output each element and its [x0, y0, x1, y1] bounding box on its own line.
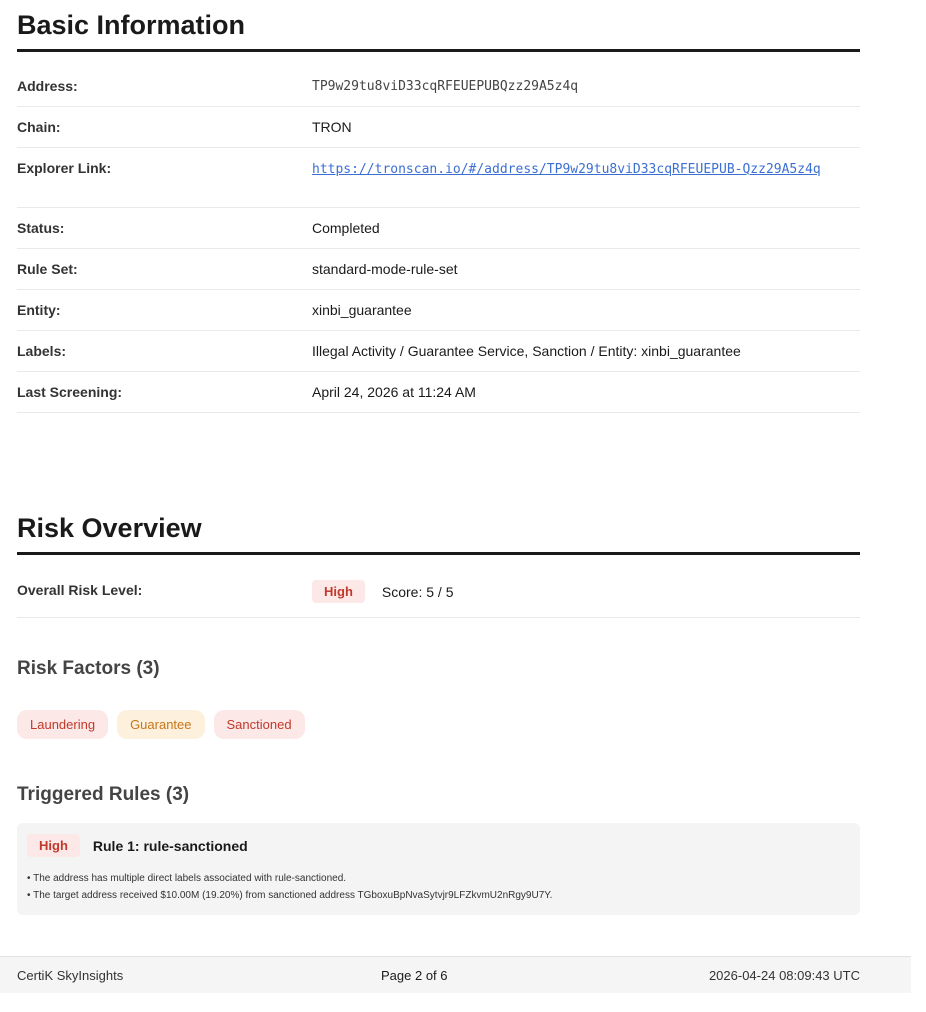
rule-set-row — [17, 249, 860, 290]
risk-overview-title: Risk Overview — [17, 513, 860, 555]
overall-risk-value — [312, 572, 453, 603]
rule-details — [27, 870, 850, 904]
rule-detail-line: • The address has multiple direct labels associated with rule-sanctioned. — [27, 873, 347, 884]
labels-label: Labels: — [17, 343, 67, 359]
explorer-link-value — [312, 160, 822, 199]
rule-set-value: standard-mode-rule-set — [312, 261, 458, 277]
entity-row — [17, 290, 860, 331]
last-screening-value: April 24, 2026 at 11:24 AM — [312, 384, 476, 400]
page-footer — [0, 956, 911, 993]
explorer-link-row — [17, 148, 860, 208]
status-row — [17, 208, 860, 249]
basic-information-title: Basic Information — [17, 10, 860, 52]
entity-value: xinbi_guarantee — [312, 302, 412, 318]
footer-page-number: Page 2 of 6 — [381, 967, 448, 983]
chain-value: TRON — [312, 119, 352, 135]
risk-score: Score: 5 / 5 — [381, 583, 454, 600]
rule-detail-line: • The target address received $10.00M (19.20%) from sanctioned address TGboxuBpNvaSytvjr9LFZkvmU2nRgy9U7Y. — [27, 890, 553, 901]
triggered-rules-title: Triggered Rules (3) — [17, 784, 190, 805]
chain-label: Chain: — [17, 119, 61, 135]
entity-label: Entity: — [17, 302, 61, 318]
overall-risk-row — [17, 572, 860, 618]
labels-value: Illegal Activity / Guarantee Service, Sanction / Entity: xinbi_guarantee — [312, 343, 741, 359]
risk-factor-tag-guarantee: Guarantee — [117, 710, 204, 739]
overall-risk-label: Overall Risk Level: — [17, 582, 143, 598]
footer-timestamp: 2026-04-24 08:09:43 UTC — [708, 967, 860, 983]
rule-header — [27, 834, 850, 857]
explorer-link-label: Explorer Link: — [17, 160, 112, 176]
address-row — [17, 66, 860, 107]
address-label: Address: — [17, 78, 78, 94]
labels-row — [17, 331, 860, 372]
risk-factors-title: Risk Factors (3) — [17, 658, 160, 679]
basic-information-table — [17, 66, 860, 413]
footer-brand: CertiK SkyInsights — [17, 967, 124, 983]
last-screening-label: Last Screening: — [17, 384, 123, 400]
risk-level-badge: High — [312, 580, 365, 603]
rule-card — [17, 823, 860, 915]
address-value: TP9w29tu8viD33cqRFEUEPUBQzz29A5z4q — [312, 79, 579, 94]
status-value: Completed — [312, 220, 380, 236]
risk-factor-tag-sanctioned: Sanctioned — [214, 710, 305, 739]
chain-row — [17, 107, 860, 148]
risk-factor-tags — [17, 710, 305, 739]
status-label: Status: — [17, 220, 65, 236]
rule-set-label: Rule Set: — [17, 261, 78, 277]
risk-factor-tag-laundering: Laundering — [17, 710, 108, 739]
rule-name: Rule 1: rule-sanctioned — [92, 837, 248, 854]
rule-severity-badge: High — [27, 834, 80, 857]
last-screening-row — [17, 372, 860, 413]
explorer-link[interactable]: https://tronscan.io/#/address/TP9w29tu8viD33cqRFEUEPUB-Qzz29A5z4q — [312, 162, 821, 177]
